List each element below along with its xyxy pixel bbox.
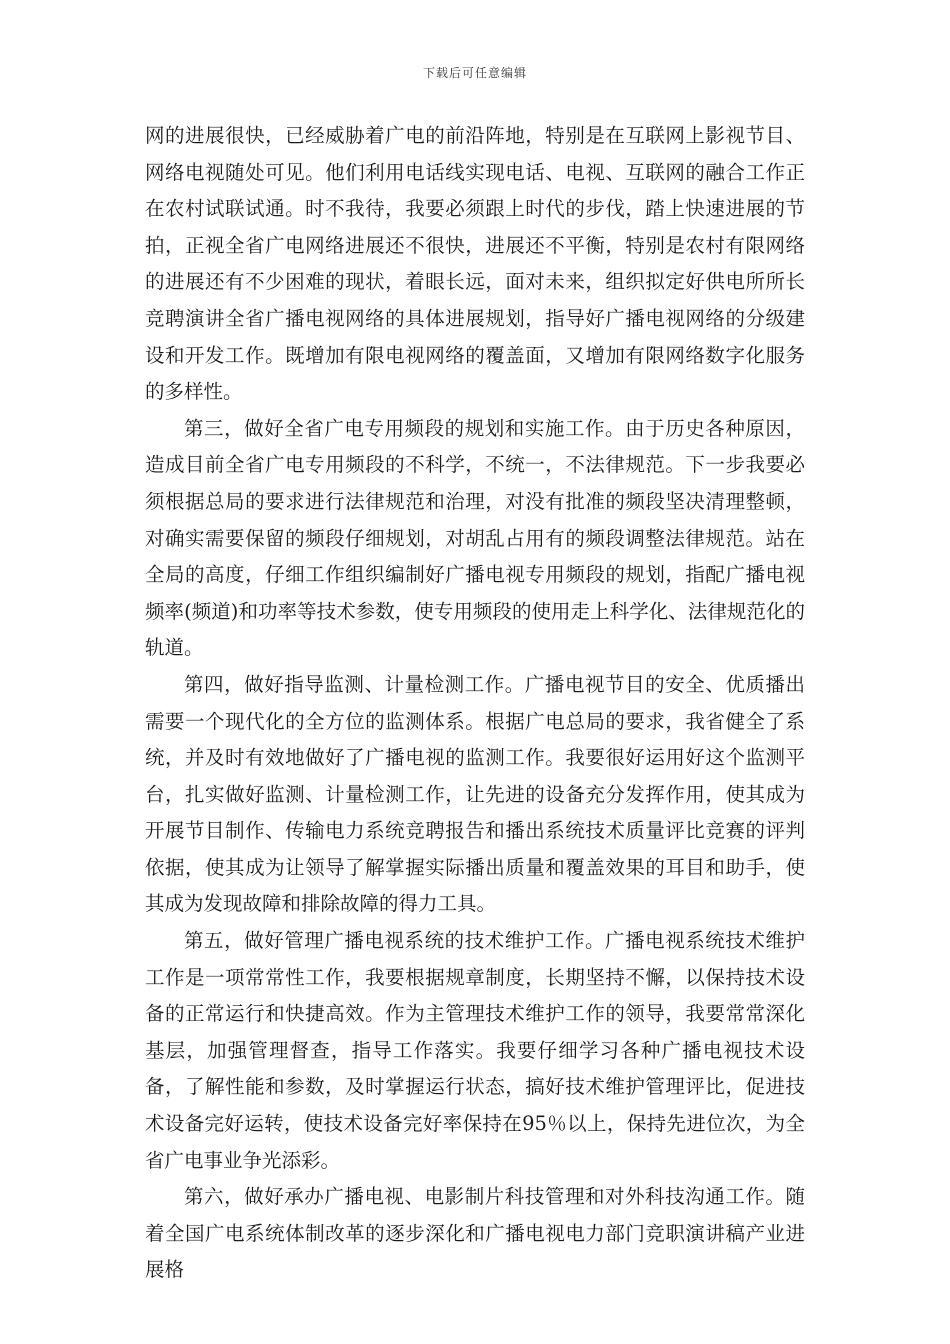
paragraph-1: 网的进展很快，已经威胁着广电的前沿阵地，特别是在互联网上影视节目、网络电视随处可见。他们利用电话线实现电话、电视、互联网的融合工作正在农村试联试通。时不我待，我要必须跟上时代的步伐，踏上快速进展的节拍，正视全省广电网络进展还不很快，进展还不平衡，特别是农村有限网络的进展还有不少困难的现状，着眼长远，面对未来，组织拟定好供电所所长竞聘演讲全省广播电视网络的具体进展规划，指导好广播电视网络的分级建设和开发工作。既增加有限电视网络的覆盖面，又增加有限网络数字化服务的多样性。 (145, 124, 805, 404)
paragraph-5: 第六，做好承办广播电视、电影制片科技管理和对外科技沟通工作。随着全国广电系统体制改革的逐步深化和广播电视电力部门竞职演讲稿产业进展格 (145, 1185, 805, 1282)
paragraph-2: 第三，做好全省广电专用频段的规划和实施工作。由于历史各种原因，造成目前全省广电专用频段的不科学，不统一，不法律规范。下一步我要必须根据总局的要求进行法律规范和治理，对没有批准的频段坚决清理整顿，对确实需要保留的频段仔细规划，对胡乱占用有的频段调整法律规范。站在全局的高度，仔细工作组织编制好广播电视专用频段的规划，指配广播电视频率(频道)和功率等技术参数，使专用频段的使用走上科学化、法律规范化的轨道。 (145, 416, 805, 660)
document-body (145, 118, 805, 1289)
paragraph-4: 第五，做好管理广播电视系统的技术维护工作。广播电视系统技术维护工作是一项常常性工作，我要根据规章制度，长期坚持不懈，以保持技术设备的正常运行和快捷高效。作为主管理技术维护工作的领导，我要常常深化基层，加强管理督查，指导工作落实。我要仔细学习各种广播电视技术设备，了解性能和参数，及时掌握运行状态，搞好技术维护管理评比，促进技术设备完好运转，使技术设备完好率保持在95％以上，保持先进位次，为全省广电事业争光添彩。 (145, 929, 805, 1172)
page-header-note: 下载后可任意编辑 (422, 66, 527, 80)
paragraph-3: 第四，做好指导监测、计量检测工作。广播电视节目的安全、优质播出需要一个现代化的全方位的监测体系。根据广电总局的要求，我省健全了系统，并及时有效地做好了广播电视的监测工作。我要很好运用好这个监测平台，扎实做好监测、计量检测工作，让先进的设备充分发挥作用，使其成为开展节目制作、传输电力系统竞聘报告和播出系统技术质量评比竞赛的评判依据，使其成为让领导了解掌握实际播出质量和覆盖效果的耳目和助手，使其成为发现故障和排除故障的得力工具。 (145, 672, 805, 916)
